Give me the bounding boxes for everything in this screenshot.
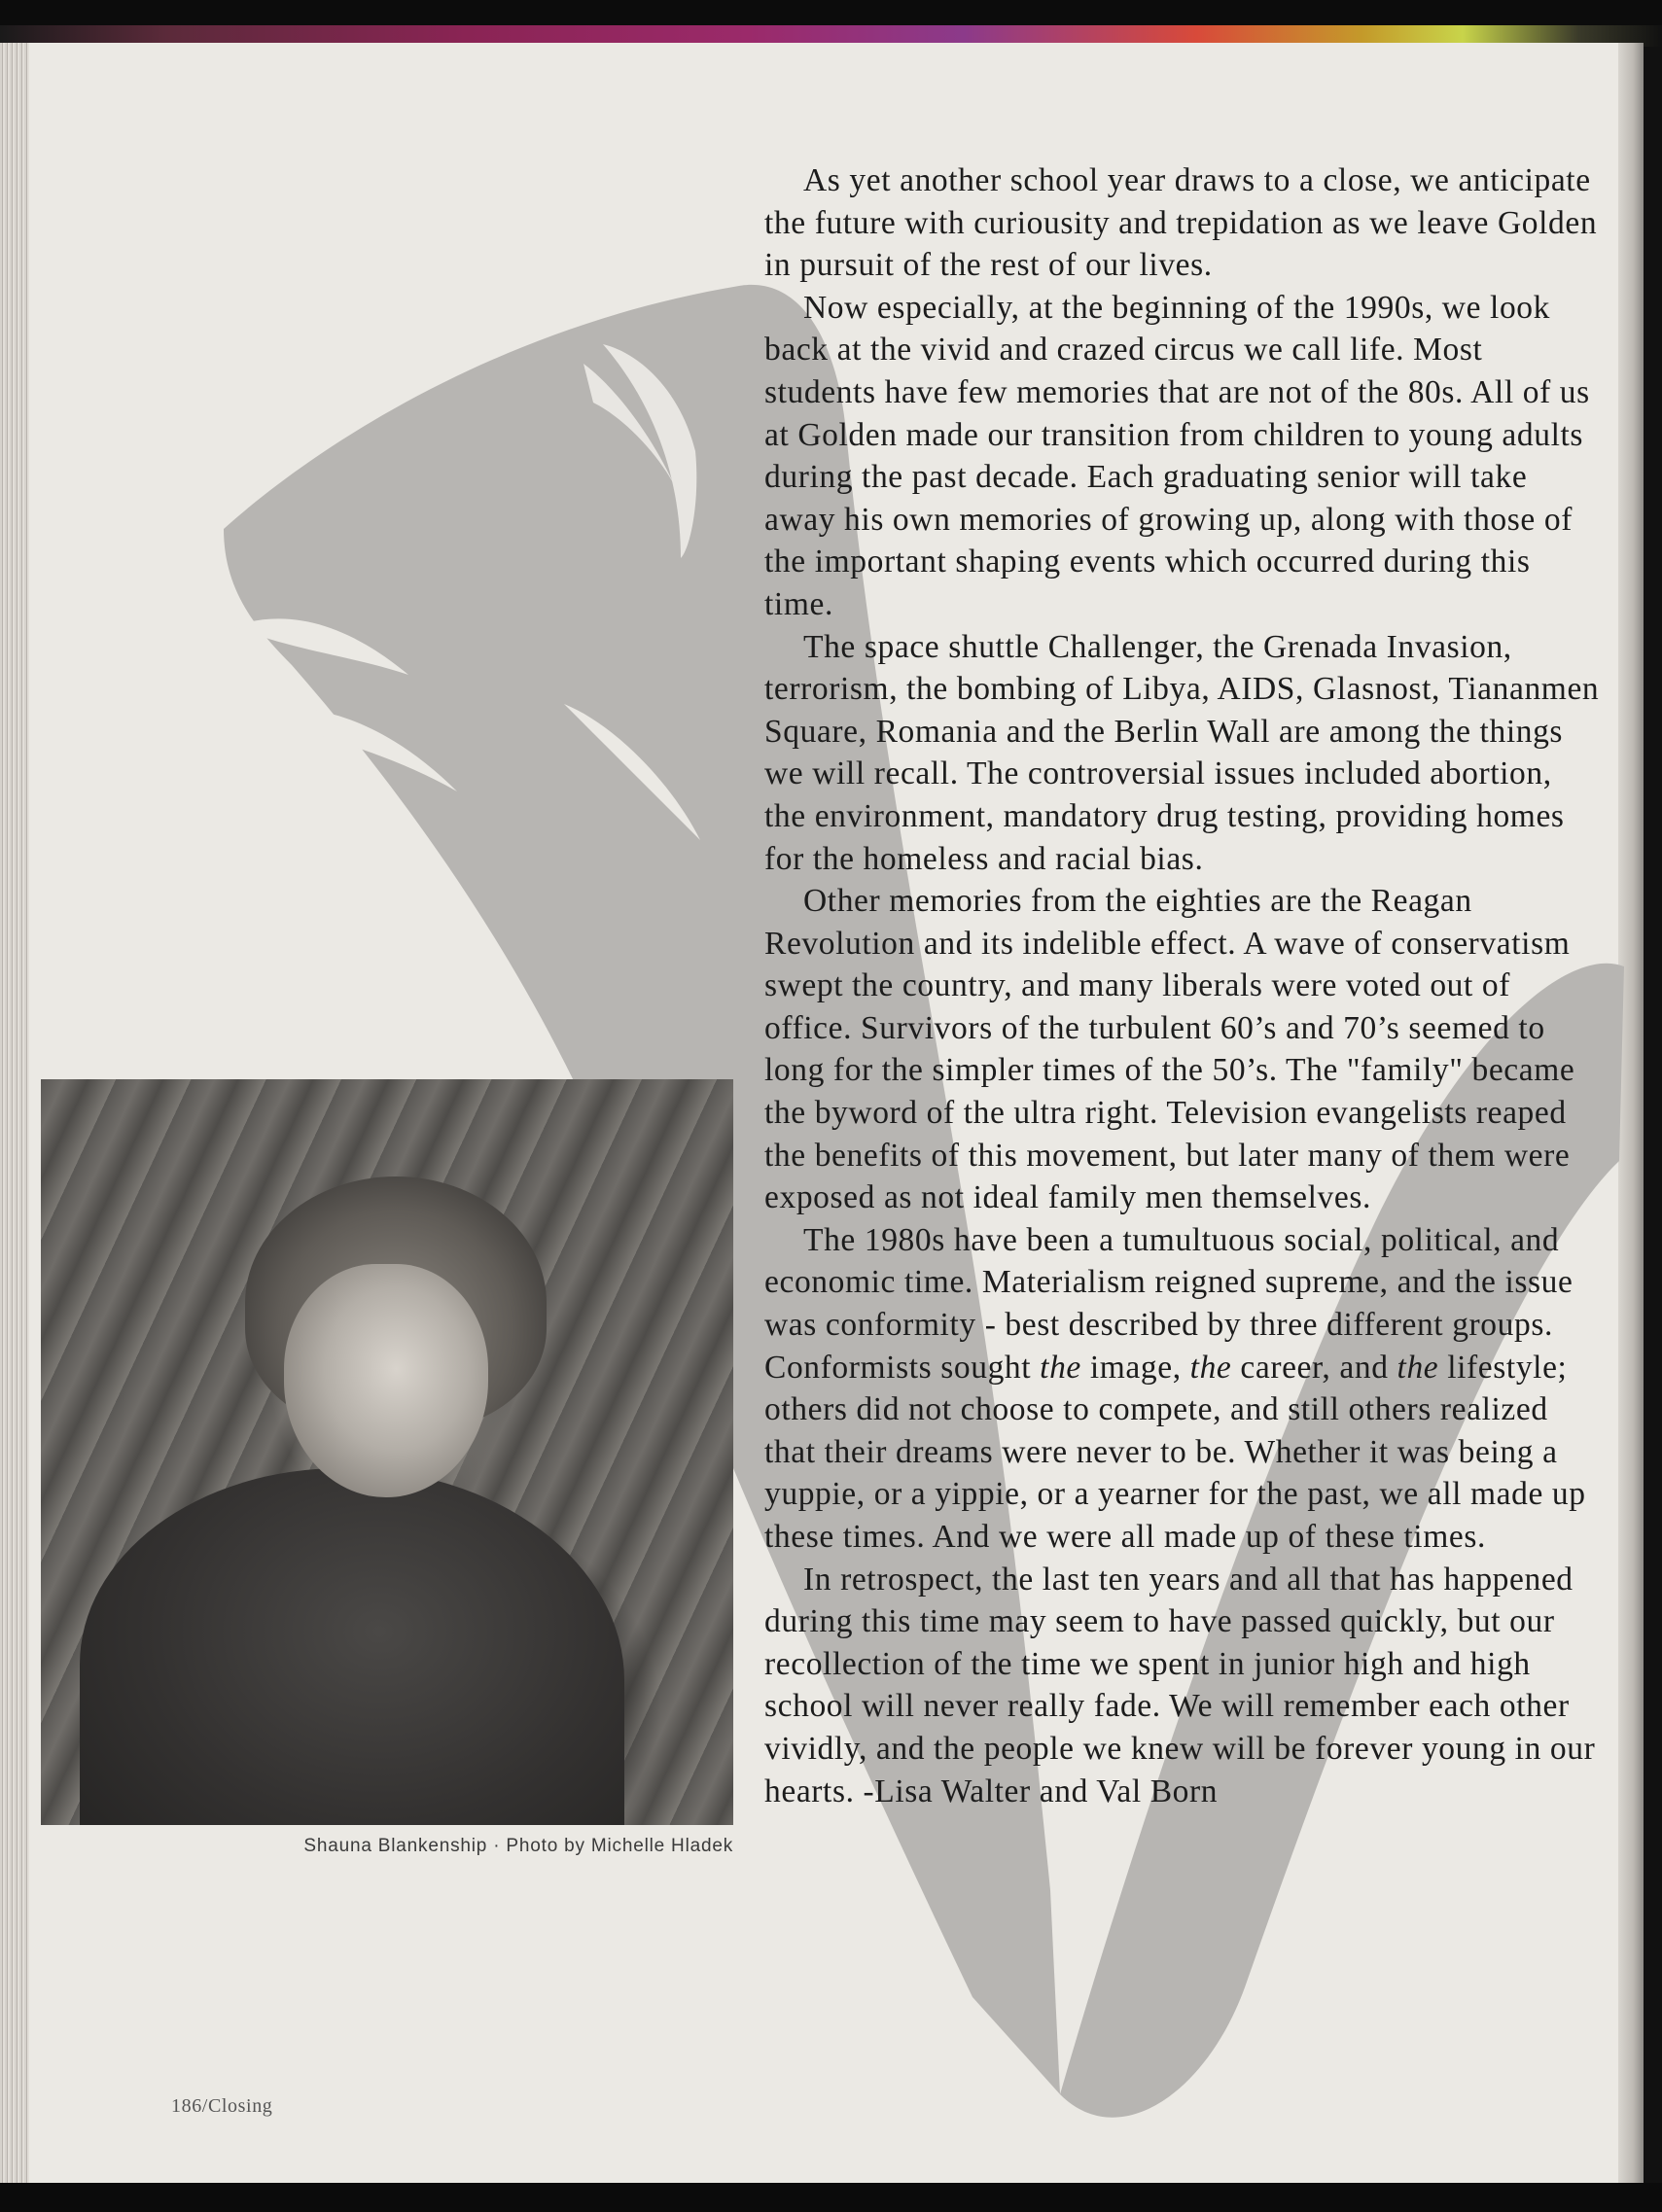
page-folio: 186/Closing bbox=[171, 2095, 273, 2117]
photo-subject-face bbox=[284, 1264, 488, 1497]
paragraph: Other memories from the eighties are the Reagan Revolution and its indelible effect. A wave of conservatism swept the country, and many liberals were voted out of office. Survivors of the turbulent 60’s and 70’s seemed to long for the simpler times of the 50’s. The "family" became the byword of the ultra right. Television evangelists reaped the benefits of this movement, but later many of them were exposed as not ideal family men themselves. bbox=[764, 883, 1575, 1216]
paragraph: As yet another school year draws to a close, we anticipate the future with curiousity and trepidation as we leave Golden in pursuit of the rest of our lives. bbox=[764, 162, 1598, 284]
italic-word: the bbox=[1397, 1349, 1439, 1386]
top-color-bar bbox=[0, 0, 1662, 47]
paragraph: The space shuttle Challenger, the Grenada Invasion, terrorism, the bombing of Libya, AIDS, Glasnost, Tiananmen Square, Romania and the Berlin Wall are among the things we will recall. The controversial issues included abortion, the environment, mandatory drug testing, providing homes for the homeless and racial bias. bbox=[764, 628, 1600, 877]
italic-word: the bbox=[1189, 1349, 1232, 1386]
paragraph bbox=[764, 1219, 1601, 1559]
photo-subject-body bbox=[80, 1468, 624, 1825]
text-run: image, bbox=[1080, 1349, 1190, 1386]
student-portrait-photo bbox=[41, 1079, 733, 1825]
text-run: The 1980s have been a tumultuous social, political, and economic time. Materialism reigned supreme, and the issue was conformity - best described by three different groups. Conformists sought bbox=[764, 1221, 1574, 1386]
text-run: lifestyle; others did not choose to compete, and still others realized that their dreams were never to be. Whether it was being a yuppie, or a yippie, or a yearner for the past, we all made up these times. And we were all made up of these times. bbox=[764, 1349, 1586, 1555]
article-body bbox=[764, 159, 1601, 1812]
paragraph: In retrospect, the last ten years and all that has happened during this time may seem to have passed quickly, but our recollection of the time we spent in junior high and high school will never really fade. We will remember each other vividly, and the people we knew will be forever young in our hearts. -Lisa Walter and Val Born bbox=[764, 1561, 1596, 1809]
photo-caption: Shauna Blankenship · Photo by Michelle Hladek bbox=[303, 1836, 733, 1856]
text-run: career, and bbox=[1231, 1349, 1397, 1386]
bottom-dark-bar bbox=[0, 2183, 1662, 2212]
italic-word: the bbox=[1040, 1349, 1081, 1386]
paragraph: Now especially, at the beginning of the 1990s, we look back at the vivid and crazed circus we call life. Most students have few memories that are not of the 80s. All of us at Golden made our transition from children to young adults during the past decade. Each graduating senior will take away his own memories of growing up, along with those of the important shaping events which occurred during this time. bbox=[764, 289, 1590, 622]
